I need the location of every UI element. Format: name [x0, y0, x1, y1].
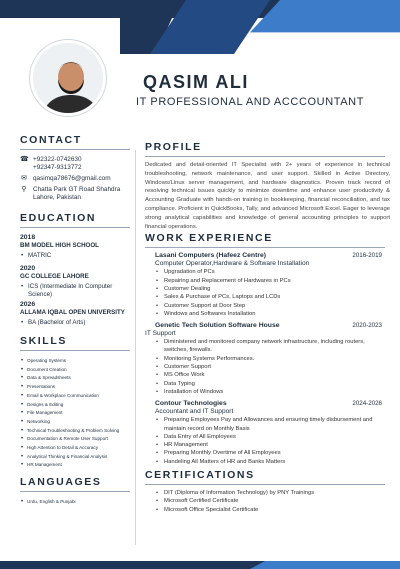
- education-entry: [20, 301, 135, 327]
- skill-item: • Email & Workplace Communication: [20, 392, 135, 401]
- skill-item: • Data & Spreadsheets: [20, 374, 135, 383]
- job-entry: [155, 400, 390, 466]
- skill-item: • Technical Troubleshooting & Problem Solving: [20, 427, 135, 436]
- job-title: IT PROFESSIONAL AND ACCCOUNTANT: [136, 96, 365, 108]
- education-degree: • MATRIC: [20, 252, 135, 260]
- job-duty: • HR Management: [155, 441, 390, 449]
- contact-email: [20, 175, 135, 183]
- skill-item: • Networking: [20, 418, 135, 427]
- address: Chatta Park GT Road Shahdra Lahore, Pakistan: [33, 186, 121, 201]
- skill-item: • Analytical Thinking & Financial Analysis: [20, 453, 135, 462]
- job-duty: • Customer Dealing: [155, 285, 390, 293]
- education-school: ALLAMA IQBAL OPEN UNIVERSITY: [20, 309, 125, 316]
- section-rule: [145, 247, 385, 248]
- certifications-heading: CERTIFICATIONS: [145, 469, 255, 482]
- person-name: QASIM ALI: [143, 72, 249, 92]
- footer-accent: [250, 561, 400, 569]
- certification-item: • Microsoft Office Specialist Certificate: [155, 506, 390, 514]
- job-duty: • Installation of Windows: [155, 388, 390, 396]
- skill-item: • Document Creation: [20, 366, 135, 375]
- job-header: [155, 322, 390, 329]
- header-shape: [250, 0, 400, 54]
- section-rule: [20, 350, 130, 351]
- job-duty: • MS Office Work: [155, 371, 390, 379]
- section-rule: [145, 156, 385, 157]
- column-divider: [135, 150, 136, 545]
- job-dates: 2016-2019: [352, 252, 382, 260]
- contact-heading: CONTACT: [20, 134, 82, 146]
- job-duty: • Sales & Purchase of PCs, Laptops and LCDs: [155, 293, 390, 301]
- education-year: 2026: [20, 301, 36, 308]
- skill-item: • Documentation & Remote User Support: [20, 435, 135, 444]
- skill-item: • HR Management: [20, 461, 135, 470]
- contact-phone: [20, 156, 135, 172]
- job-duty: • Data Typing: [155, 380, 390, 388]
- skill-item: • Presentations: [20, 383, 135, 392]
- skill-item: • High Attention to Detail & Accuracy: [20, 444, 135, 453]
- phone-number[interactable]: [33, 156, 82, 172]
- job-entry: [155, 252, 390, 318]
- job-duties: [155, 416, 390, 466]
- job-duties: [155, 268, 390, 318]
- job-duties: [155, 338, 390, 396]
- education-heading: EDUCATION: [20, 212, 97, 224]
- section-rule: [145, 484, 385, 485]
- job-duty: • Customer Support: [155, 363, 390, 371]
- email-address[interactable]: qasimqa78676@gmail.com: [33, 175, 111, 182]
- education-degree: • ICS (Intermediate In Computer Science): [20, 283, 135, 299]
- job-duty: • Preparing Employees Pay and Allowances and ensuring timely disbursement and maintain record on Monthly Basis: [155, 416, 390, 433]
- location-pin-icon: ⚲: [21, 186, 27, 193]
- section-rule: [20, 227, 130, 228]
- education-school: GC COLLEGE LAHORE: [20, 273, 89, 280]
- education-entry: [20, 234, 135, 260]
- job-dates: 2020-2023: [352, 322, 382, 330]
- skills-list: [20, 357, 135, 470]
- skill-item: • Operating Systems: [20, 357, 135, 366]
- phone-icon: ☎: [20, 156, 29, 163]
- certifications-list: [155, 489, 390, 514]
- job-duty: • Preparing Monthly Overtime of All Employees: [155, 449, 390, 457]
- job-duty: • Windows and Softwares Installation: [155, 310, 390, 318]
- job-duty: • Diministered and monitored company network infrastructure, including routers, switches, firewalls.: [155, 338, 390, 355]
- skill-item: • Designs & Editing: [20, 401, 135, 410]
- job-role: Computer Operator,Hardware & Software Installation: [155, 260, 310, 268]
- section-rule: [20, 491, 130, 492]
- section-rule: [20, 149, 130, 150]
- job-duty: • Repairing and Replacement of Hardwares in PCs: [155, 277, 390, 285]
- certification-item: • Microsoft Certified Certificate: [155, 497, 390, 505]
- job-dates: 2024-2026: [352, 400, 382, 408]
- contact-address: [20, 186, 135, 202]
- experience-heading: WORK EXPERIENCE: [145, 232, 273, 245]
- language-item: • Urdu, English & Punjabi: [20, 498, 135, 507]
- job-duty: • Customer Support at Door Step: [155, 302, 390, 310]
- profile-summary: Dedicated and detail-oriented IT Specialist with 2+ years of experience in technical troubleshooting, network maintenance, and user support. Skilled in Active Directory, Windows/Linux server management, and hardware diagnostics. Proven track record of resolving technical issues quickly to minimize downtime and enhance user productivity & Accounting Graduate with hands-on training in bookkeeping, financial reconciliation, and tax compliance. Proficient in QuickBooks, Tally, and advanced Microsoft Excel. Eager to leverage strong analytical capabilities and knowledge of general accounting principles to support financial operations.: [145, 162, 390, 230]
- education-entry: [20, 265, 135, 299]
- profile-heading: PROFILE: [145, 141, 202, 153]
- job-company: Genetic Tech Solution Software House: [155, 322, 280, 330]
- languages-list: [20, 498, 135, 507]
- languages-heading: LANGUAGES: [20, 476, 102, 489]
- education-year: 2020: [20, 265, 36, 272]
- email-icon: ✉: [21, 175, 27, 182]
- education-year: 2018: [20, 234, 36, 241]
- job-header: [155, 252, 390, 259]
- skills-heading: SKILLS: [20, 335, 67, 347]
- avatar: [30, 40, 106, 116]
- job-company: Lasani Computers (Hafeez Centre): [155, 252, 267, 260]
- job-role: Accountant and IT Support: [155, 408, 234, 416]
- skill-item: • File Management: [20, 409, 135, 418]
- right-column: [145, 141, 390, 514]
- phone-1[interactable]: +92322-0742630: [33, 156, 82, 163]
- job-header: [155, 400, 390, 407]
- job-duty: • Handeling All Matters of HR and Banks Matters: [155, 458, 390, 466]
- education-degree: • BA (Bachelor of Arts): [20, 319, 135, 327]
- phone-2[interactable]: +92347-9313772: [33, 164, 82, 171]
- left-column: [20, 134, 135, 507]
- profile-photo: [33, 43, 106, 116]
- certification-item: • DIT (Diploma of Information Technology) by PNY Trainings: [155, 489, 390, 497]
- education-school: BM MODEL HIGH SCHOOL: [20, 242, 99, 249]
- job-duty: • Monitoring Systems Performances.: [155, 355, 390, 363]
- job-duty: • Upgradation of PCs: [155, 268, 390, 276]
- job-duty: • Data Entry of All Employees: [155, 433, 390, 441]
- job-role: IT Support: [145, 330, 176, 338]
- job-company: Contour Technologies: [155, 400, 227, 408]
- job-entry: [145, 322, 390, 396]
